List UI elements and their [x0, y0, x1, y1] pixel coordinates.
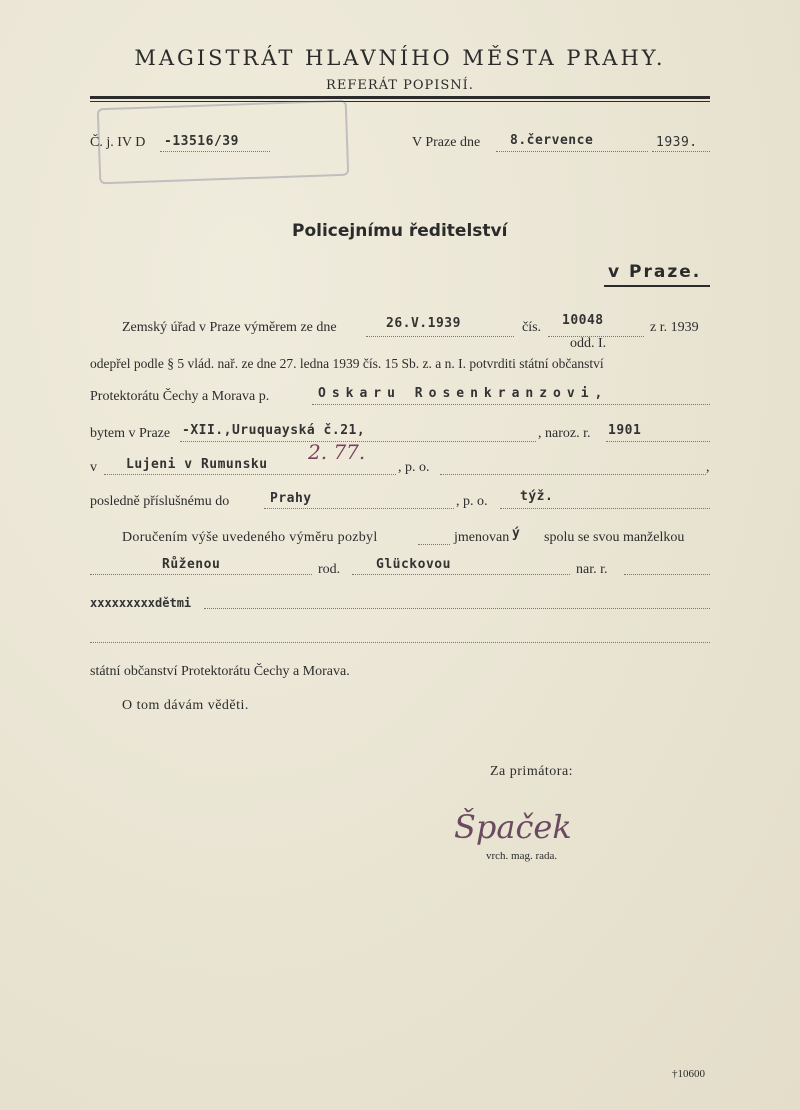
body-line1-year: z r. 1939	[650, 320, 699, 335]
body-line5-po: , p. o.	[398, 460, 430, 475]
footer-code: †10600	[672, 1068, 705, 1080]
l6-dotline	[264, 508, 454, 509]
office-department: REFERÁT POPISNÍ.	[326, 78, 474, 93]
l7-dotline	[418, 544, 450, 545]
body-line6-po: , p. o.	[456, 494, 488, 509]
signature-for-label: Za primátora:	[490, 764, 574, 779]
l8c-dotline	[624, 574, 710, 575]
body-line7-suffix: spolu se svou manželkou	[544, 530, 685, 545]
l5b-dotline	[440, 474, 706, 475]
decision-date: 26.V.1939	[386, 316, 461, 331]
struck-out-text: xxxxxxxxxdětmi	[90, 596, 192, 610]
body-line1-cis: čís.	[522, 320, 542, 335]
addressee-line1: Policejnímu ředitelství	[292, 221, 508, 241]
year-dotline	[652, 151, 710, 152]
body-line5-prefix: v	[90, 460, 97, 475]
person-address: -XII.,Uruquayská č.21,	[182, 423, 366, 438]
body-line4-prefix: bytem v Praze	[90, 426, 171, 441]
body-citizenship-line: státní občanství Protektorátu Čechy a Morava.	[90, 664, 350, 679]
body-line3-prefix: Protektorátu Čechy a Morava p.	[90, 389, 270, 404]
date-year: 1939.	[656, 135, 698, 150]
body-line2: odepřel podle § 5 vlád. nař. ze dne 27. ledna 1939 čís. 15 Sb. z. a n. I. potvrditi státní občanství	[90, 356, 604, 371]
domicile-place: Prahy	[270, 491, 312, 506]
body-line6-prefix: posledně příslušnému do	[90, 494, 230, 509]
body-line1-dept: odd. I.	[570, 336, 607, 351]
header-rule-thick	[90, 96, 710, 99]
body-line8-nar: nar. r.	[576, 562, 608, 577]
l6b-dotline	[500, 508, 710, 509]
body-line8-rod: rod.	[318, 562, 341, 577]
body-line1-prefix: Zemský úřad v Praze výměrem ze dne	[122, 320, 337, 335]
body-line7-ending: ý	[512, 526, 521, 541]
l9-dotline	[204, 608, 710, 609]
wife-name: Růženou	[162, 557, 221, 572]
reference-dotline	[160, 151, 270, 152]
date-dotline	[496, 151, 648, 152]
domicile-po: týž.	[520, 489, 554, 504]
body-line7-prefix: Doručením výše uvedeného výměru pozbyl	[122, 530, 378, 545]
l1-date-dotline	[366, 336, 514, 337]
handwritten-signature: Špaček	[454, 808, 572, 846]
l10-dotline	[90, 642, 710, 643]
body-closing-line: O tom dávám věděti.	[122, 698, 249, 713]
date-place-label: V Praze dne	[412, 135, 481, 150]
body-line4-born-label: , naroz. r.	[538, 426, 591, 441]
addressee-line2: v Praze.	[608, 262, 702, 282]
person-name: Oskaru Rosenkranzovi,	[318, 386, 609, 401]
body-line7-mid: jmenovan	[454, 530, 510, 545]
office-title: MAGISTRÁT HLAVNÍHO MĚSTA PRAHY.	[134, 46, 666, 70]
header-rule-thin	[90, 101, 710, 102]
l3-dotline	[312, 404, 710, 405]
addressee-underline	[604, 285, 710, 287]
decision-number: 10048	[562, 313, 604, 328]
handwritten-note: 2. 77.	[308, 440, 366, 464]
reference-number: -13516/39	[164, 134, 239, 149]
l5-dotline	[104, 474, 396, 475]
wife-maiden-name: Glückovou	[376, 557, 451, 572]
l8b-dotline	[352, 574, 570, 575]
l4b-dotline	[606, 441, 710, 442]
birth-place: Lujeni v Rumunsku	[126, 457, 268, 472]
l8-dotline	[90, 574, 312, 575]
reference-label: Č. j. IV D	[90, 135, 146, 150]
body-line5-end: ,	[706, 460, 710, 475]
signature-title: vrch. mag. rada.	[486, 850, 558, 862]
birth-year: 1901	[608, 423, 642, 438]
date-typed: 8.července	[510, 133, 594, 148]
